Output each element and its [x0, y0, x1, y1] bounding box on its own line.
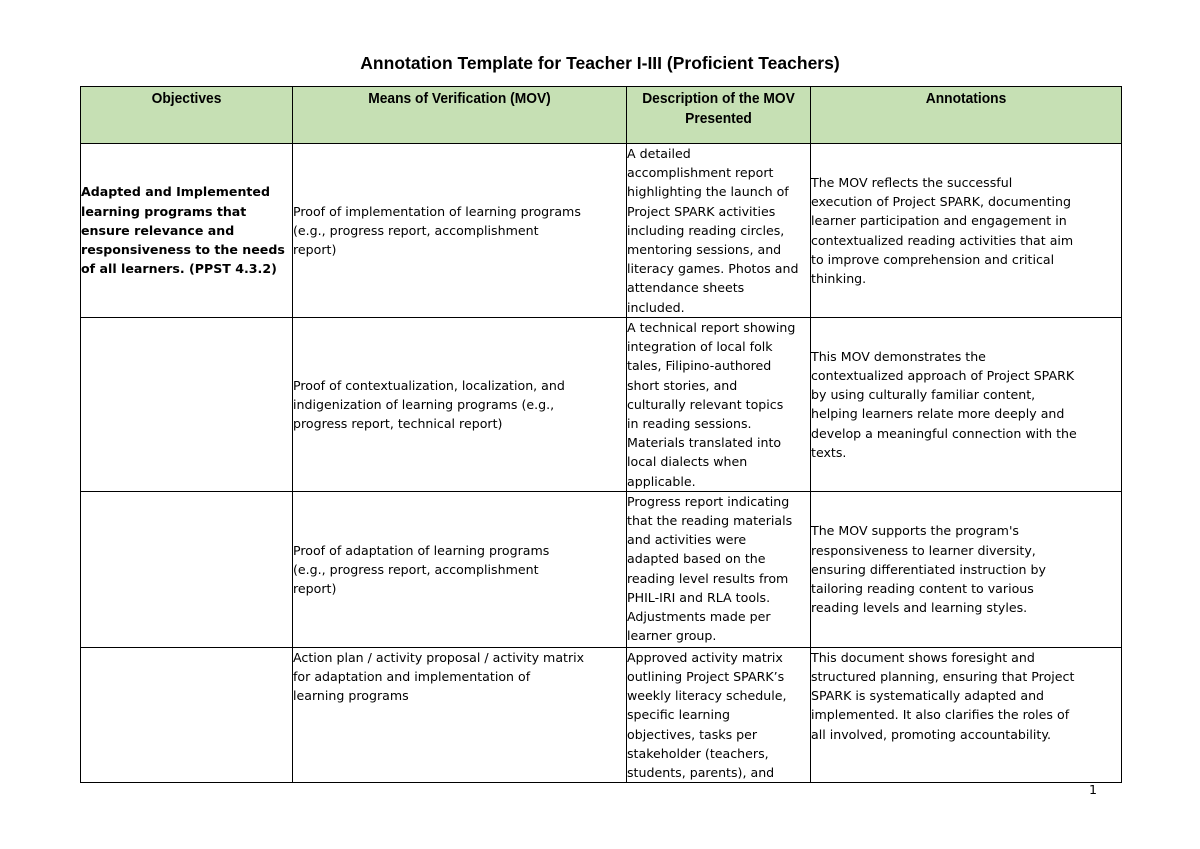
description-cell: Progress report indicating that the reading materials and activities were adapted based on the reading level results from PHIL-IRI and RLA tools. Adjustments made per learner group.: [627, 491, 811, 647]
mov-cell: Proof of adaptation of learning programs (e.g., progress report, accomplishment report): [293, 491, 627, 647]
annotation-cell: The MOV reflects the successful execution of Project SPARK, documenting learner participation and engagement in contextualized reading activities that aim to improve comprehension and critical thinking.: [811, 144, 1122, 318]
annotation-cell: The MOV supports the program's responsiveness to learner diversity, ensuring differentiated instruction by tailoring reading content to various reading levels and learning styles.: [811, 491, 1122, 647]
header-annotations: Annotations: [811, 87, 1122, 144]
table-row: [81, 144, 1122, 318]
objective-cell: [81, 491, 293, 647]
page-title: Annotation Template for Teacher I-III (Proficient Teachers): [360, 53, 840, 73]
annotation-cell: This MOV demonstrates the contextualized approach of Project SPARK by using culturally familiar content, helping learners relate more deeply and develop a meaningful connection with the texts.: [811, 318, 1122, 492]
description-cell: Approved activity matrix outlining Project SPARK’s weekly literacy schedule, specific learning objectives, tasks per stakeholder (teachers, students, parents), and: [627, 647, 811, 782]
header-description: Description of the MOV Presented: [627, 87, 811, 144]
mov-cell: Action plan / activity proposal / activity matrix for adaptation and implementation of learning programs: [293, 647, 627, 782]
mov-cell: Proof of contextualization, localization, and indigenization of learning programs (e.g., progress report, technical report): [293, 318, 627, 492]
objective-cell: [81, 318, 293, 492]
table-row: [81, 647, 1122, 782]
annotation-table: [80, 86, 1122, 783]
description-cell: A detailed accomplishment report highlighting the launch of Project SPARK activities including reading circles, mentoring sessions, and literacy games. Photos and attendance sheets included.: [627, 144, 811, 318]
description-cell: A technical report showing integration of local folk tales, Filipino-authored short stories, and culturally relevant topics in reading sessions. Materials translated into local dialects when applicable.: [627, 318, 811, 492]
mov-cell: Proof of implementation of learning programs (e.g., progress report, accomplishment report): [293, 144, 627, 318]
table-row: [81, 318, 1122, 492]
annotation-cell: This document shows foresight and structured planning, ensuring that Project SPARK is systematically adapted and implemented. It also clarifies the roles of all involved, promoting accountability.: [811, 647, 1122, 782]
objective-cell: [81, 647, 293, 782]
page-number: 1: [1089, 782, 1098, 797]
header-mov: Means of Verification (MOV): [293, 87, 627, 144]
header-objectives: Objectives: [81, 87, 293, 144]
objective-cell: Adapted and Implemented learning programs that ensure relevance and responsiveness to the needs of all learners. (PPST 4.3.2): [81, 144, 293, 318]
table-header-row: [81, 87, 1122, 144]
table-row: [81, 491, 1122, 647]
